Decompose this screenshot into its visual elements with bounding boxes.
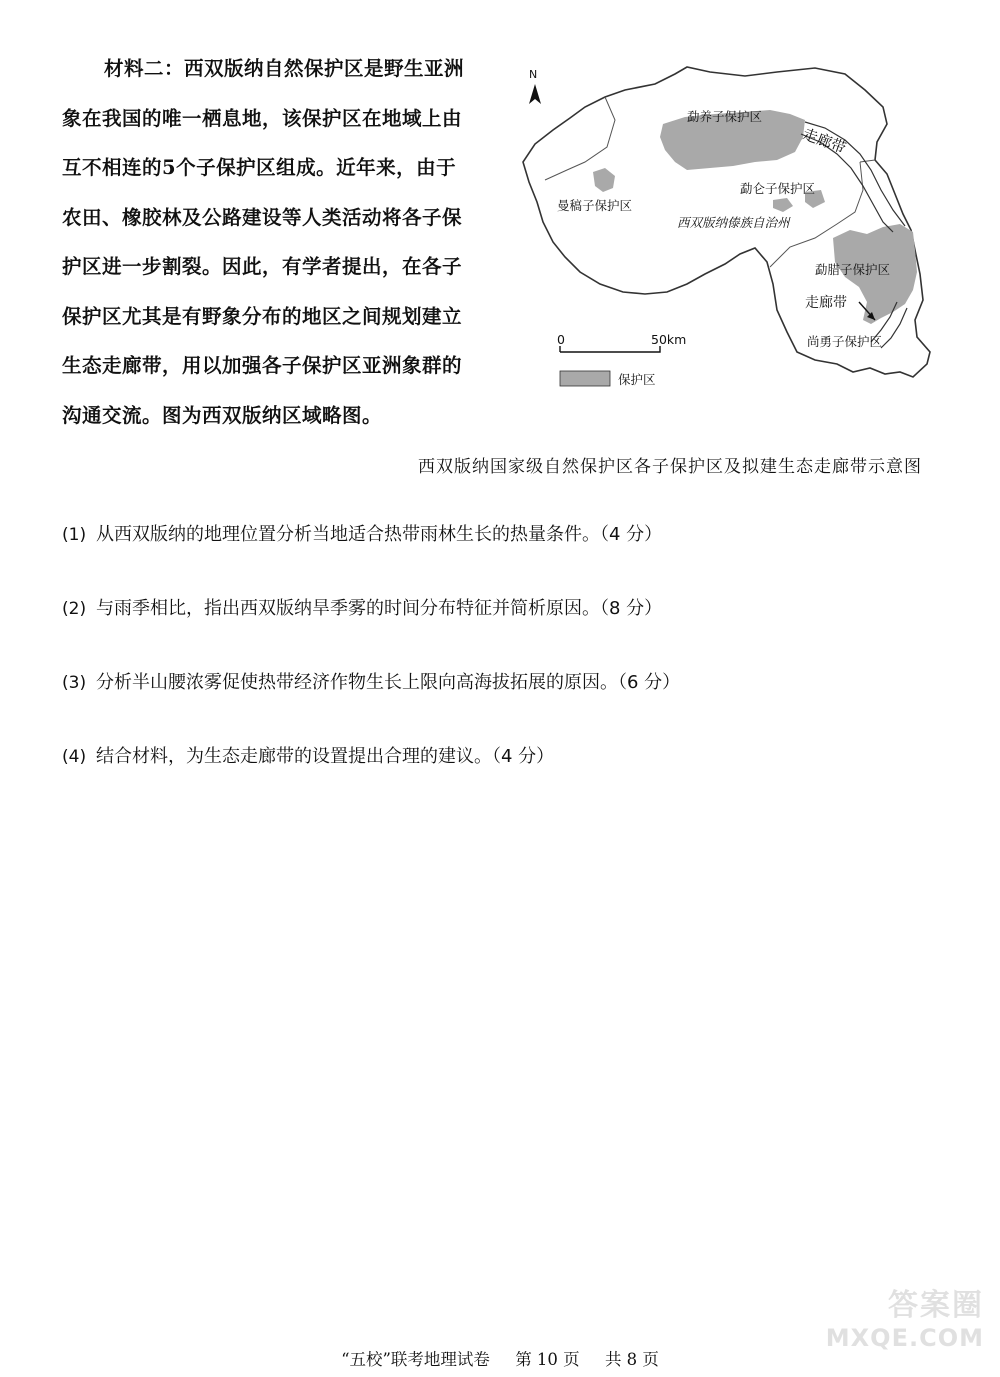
question-number: (1) [62, 525, 87, 545]
shangyong-label: 尚勇子保护区 [807, 334, 883, 349]
north-label: N [529, 68, 538, 81]
page-number: 第 10 页 [515, 1350, 580, 1369]
menglun-reserve [773, 198, 793, 212]
prefecture-label: 西双版纳傣族自治州 [677, 215, 790, 230]
question-number: (2) [62, 599, 87, 619]
material-paragraph [62, 44, 502, 440]
scale-bar [560, 346, 660, 352]
material-line: 象在我国的唯一栖息地，该保护区在地域上由 [62, 106, 463, 130]
watermark-url: MXQE.COM [825, 1324, 984, 1352]
xishuangbanna-map [515, 62, 940, 397]
corridor-label: 走廊带 [800, 124, 849, 158]
watermark-logo: 答案圈 [888, 1288, 984, 1323]
question-number: (3) [62, 673, 87, 693]
material-line: 农田、橡胶林及公路建设等人类活动将各子保 [62, 205, 463, 229]
watermark [784, 1280, 984, 1370]
figure-caption: 西双版纳国家级自然保护区各子保护区及拟建生态走廊带示意图 [418, 457, 922, 477]
material-line: 互不相连的5个子保护区组成。近年来，由于 [62, 156, 457, 179]
material-line: 材料二：西双版纳自然保护区是野生亚洲 [104, 57, 465, 80]
mangao-reserve [593, 168, 615, 192]
material-line: 保护区尤其是有野象分布的地区之间规划建立 [62, 304, 463, 328]
corridor-label: 走廊带 [805, 295, 847, 311]
material-line: 沟通交流。图为西双版纳区域略图。 [62, 403, 383, 427]
question-1 [62, 520, 662, 546]
material-line: 护区进一步割裂。因此，有学者提出，在各子 [62, 255, 463, 278]
menglun-label: 勐仑子保护区 [740, 181, 816, 196]
question-4 [62, 742, 554, 768]
question-3 [62, 668, 680, 694]
mangao-label: 曼稿子保护区 [557, 198, 633, 213]
legend-swatch [560, 371, 610, 386]
question-text: 分析半山腰浓雾促使热带经济作物生长上限向高海拔拓展的原因。（6 分） [96, 672, 681, 693]
mengla-label: 勐腊子保护区 [815, 262, 891, 277]
legend-label: 保护区 [618, 372, 656, 387]
north-arrow-icon [529, 84, 541, 104]
district-line [860, 160, 875, 162]
question-text: 从西双版纳的地理位置分析当地适合热带雨林生长的热量条件。（4 分） [96, 524, 663, 545]
scale-start-label: 0 [557, 332, 565, 347]
question-text: 与雨季相比，指出西双版纳旱季雾的时间分布特征并简析原因。（8 分） [96, 598, 663, 619]
exam-title: “五校”联考地理试卷 [341, 1350, 490, 1369]
material-line: 生态走廊带，用以加强各子保护区亚洲象群的 [62, 354, 463, 377]
district-line [545, 97, 615, 180]
question-2 [62, 594, 662, 620]
mengyang-label: 勐养子保护区 [687, 109, 763, 124]
question-text: 结合材料，为生态走廊带的设置提出合理的建议。（4 分） [96, 746, 555, 767]
scale-end-label: 50km [651, 332, 687, 347]
page-total: 共 8 页 [604, 1350, 659, 1369]
question-number: (4) [62, 747, 87, 767]
